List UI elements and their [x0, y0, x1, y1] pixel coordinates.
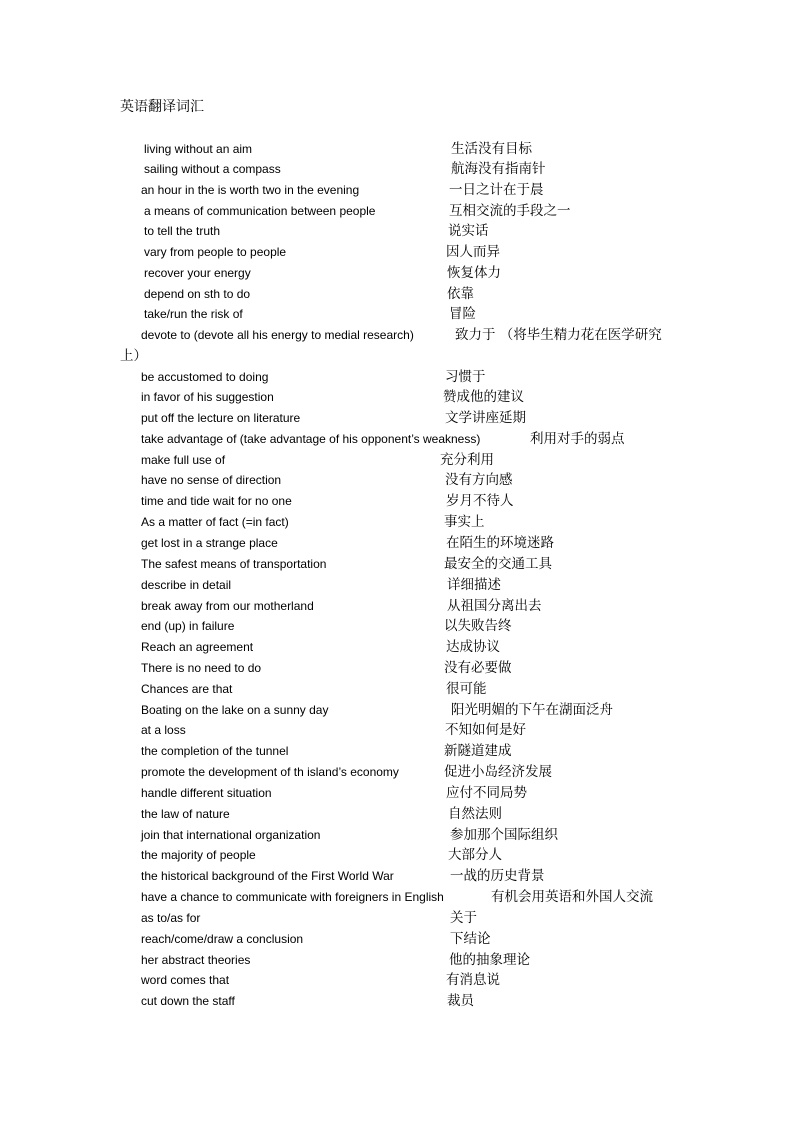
chinese-translation: 利用对手的弱点 — [530, 431, 625, 447]
list-item — [0, 221, 794, 241]
chinese-translation: 很可能 — [446, 681, 487, 697]
list-item — [0, 637, 794, 657]
english-phrase: Reach an agreement — [141, 640, 254, 654]
list-item — [0, 596, 794, 616]
english-phrase: the historical background of the First World War — [141, 869, 394, 883]
english-phrase: time and tide wait for no one — [141, 494, 292, 508]
chinese-translation: 有机会用英语和外国人交流 — [491, 889, 653, 905]
chinese-translation: 致力于 （将毕生精力花在医学研究 — [455, 327, 662, 343]
chinese-translation: 关于 — [450, 910, 477, 926]
document-title: 英语翻译词汇 — [120, 99, 204, 115]
chinese-translation: 冒险 — [449, 306, 476, 322]
chinese-translation: 一战的历史背景 — [450, 868, 545, 884]
list-item — [0, 242, 794, 262]
english-phrase: As a matter of fact (=in fact) — [141, 515, 289, 529]
english-phrase: describe in detail — [141, 578, 232, 592]
english-phrase: living without an aim — [144, 142, 253, 156]
chinese-translation: 有消息说 — [446, 972, 500, 988]
english-phrase: sailing without a compass — [144, 162, 281, 176]
chinese-translation: 详细描述 — [447, 577, 501, 593]
list-item — [0, 304, 794, 324]
chinese-translation: 裁员 — [447, 993, 474, 1009]
list-item — [0, 616, 794, 636]
chinese-translation: 习惯于 — [445, 369, 486, 385]
chinese-translation: 达成协议 — [446, 639, 500, 655]
list-item — [0, 180, 794, 200]
english-phrase: join that international organization — [141, 828, 321, 842]
english-phrase: recover your energy — [144, 266, 251, 280]
chinese-translation: 参加那个国际组织 — [450, 827, 558, 843]
list-item — [0, 950, 794, 970]
list-item — [0, 845, 794, 865]
english-phrase: reach/come/draw a conclusion — [141, 932, 304, 946]
list-item — [0, 533, 794, 553]
english-phrase: an hour in the is worth two in the evening — [141, 183, 360, 197]
chinese-translation: 依靠 — [447, 286, 474, 302]
chinese-translation: 恢复体力 — [447, 265, 501, 281]
english-phrase: Chances are that — [141, 682, 233, 696]
list-item — [0, 908, 794, 928]
list-item — [0, 866, 794, 886]
chinese-translation: 互相交流的手段之一 — [449, 203, 571, 219]
english-phrase: make full use of — [141, 453, 226, 467]
chinese-translation: 一日之计在于晨 — [449, 182, 544, 198]
list-item — [0, 700, 794, 720]
english-phrase: as to/as for — [141, 911, 201, 925]
chinese-translation: 文学讲座延期 — [445, 410, 526, 426]
english-phrase: Boating on the lake on a sunny day — [141, 703, 329, 717]
list-item — [0, 201, 794, 221]
chinese-translation: 他的抽象理论 — [449, 952, 530, 968]
chinese-translation: 充分利用 — [440, 452, 494, 468]
chinese-translation: 生活没有目标 — [451, 141, 532, 157]
chinese-translation: 没有方向感 — [445, 472, 513, 488]
list-item — [0, 783, 794, 803]
list-item — [0, 679, 794, 699]
list-item — [0, 991, 794, 1011]
english-phrase: cut down the staff — [141, 994, 235, 1008]
list-item — [0, 554, 794, 574]
english-phrase: be accustomed to doing — [141, 370, 269, 384]
list-item — [0, 720, 794, 740]
list-item — [0, 263, 794, 283]
list-item — [0, 159, 794, 179]
chinese-translation: 航海没有指南针 — [451, 161, 546, 177]
list-item — [0, 408, 794, 428]
english-phrase: put off the lecture on literature — [141, 411, 301, 425]
english-phrase: word comes that — [141, 973, 230, 987]
chinese-translation: 应付不同局势 — [446, 785, 527, 801]
english-phrase: a means of communication between people — [144, 204, 376, 218]
chinese-translation: 事实上 — [444, 514, 485, 530]
chinese-translation: 没有必要做 — [444, 660, 512, 676]
list-item — [0, 387, 794, 407]
english-phrase: promote the development of th island’s economy — [141, 765, 399, 779]
chinese-translation: 赞成他的建议 — [443, 389, 524, 405]
english-phrase: the law of nature — [141, 807, 230, 821]
list-item — [0, 762, 794, 782]
english-phrase: depend on sth to do — [144, 287, 251, 301]
chinese-translation-continued: 上） — [120, 348, 147, 364]
english-phrase: The safest means of transportation — [141, 557, 327, 571]
chinese-translation: 因人而异 — [446, 244, 500, 260]
english-phrase: have no sense of direction — [141, 473, 282, 487]
list-item — [0, 970, 794, 990]
list-item — [0, 512, 794, 532]
chinese-translation: 大部分人 — [448, 847, 502, 863]
english-phrase: vary from people to people — [144, 245, 287, 259]
english-phrase: have a chance to communicate with foreigners in English — [141, 890, 444, 904]
chinese-translation: 说实话 — [448, 223, 489, 239]
english-phrase: break away from our motherland — [141, 599, 314, 613]
english-phrase: take/run the risk of — [144, 307, 243, 321]
list-item — [0, 284, 794, 304]
list-item — [0, 450, 794, 470]
list-item — [0, 825, 794, 845]
list-item — [0, 575, 794, 595]
english-phrase: There is no need to do — [141, 661, 262, 675]
english-phrase: at a loss — [141, 723, 186, 737]
list-item — [0, 741, 794, 761]
english-phrase: get lost in a strange place — [141, 536, 278, 550]
english-phrase: the completion of the tunnel — [141, 744, 289, 758]
chinese-translation: 在陌生的环境迷路 — [446, 535, 554, 551]
chinese-translation: 阳光明媚的下午在湖面泛舟 — [451, 702, 613, 718]
chinese-translation: 下结论 — [450, 931, 491, 947]
chinese-translation: 最安全的交通工具 — [444, 556, 552, 572]
english-phrase: devote to (devote all his energy to medial research) — [141, 328, 414, 342]
english-phrase: in favor of his suggestion — [141, 390, 274, 404]
list-item — [0, 887, 794, 907]
list-item — [0, 658, 794, 678]
chinese-translation: 不知如何是好 — [445, 722, 526, 738]
chinese-translation: 从祖国分离出去 — [447, 598, 542, 614]
chinese-translation: 新隧道建成 — [444, 743, 512, 759]
list-item — [0, 470, 794, 490]
list-item-continuation — [0, 346, 794, 366]
english-phrase: to tell the truth — [144, 224, 221, 238]
list-item — [0, 929, 794, 949]
chinese-translation: 自然法则 — [448, 806, 502, 822]
chinese-translation: 岁月不待人 — [446, 493, 514, 509]
chinese-translation: 促进小岛经济发展 — [444, 764, 552, 780]
list-item — [0, 139, 794, 159]
list-item — [0, 325, 794, 345]
english-phrase: her abstract theories — [141, 953, 251, 967]
english-phrase: take advantage of (take advantage of his opponent’s weakness) — [141, 432, 481, 446]
list-item — [0, 367, 794, 387]
english-phrase: end (up) in failure — [141, 619, 235, 633]
english-phrase: the majority of people — [141, 848, 256, 862]
list-item — [0, 429, 794, 449]
english-phrase: handle different situation — [141, 786, 272, 800]
list-item — [0, 491, 794, 511]
list-item — [0, 804, 794, 824]
chinese-translation: 以失败告终 — [444, 618, 512, 634]
